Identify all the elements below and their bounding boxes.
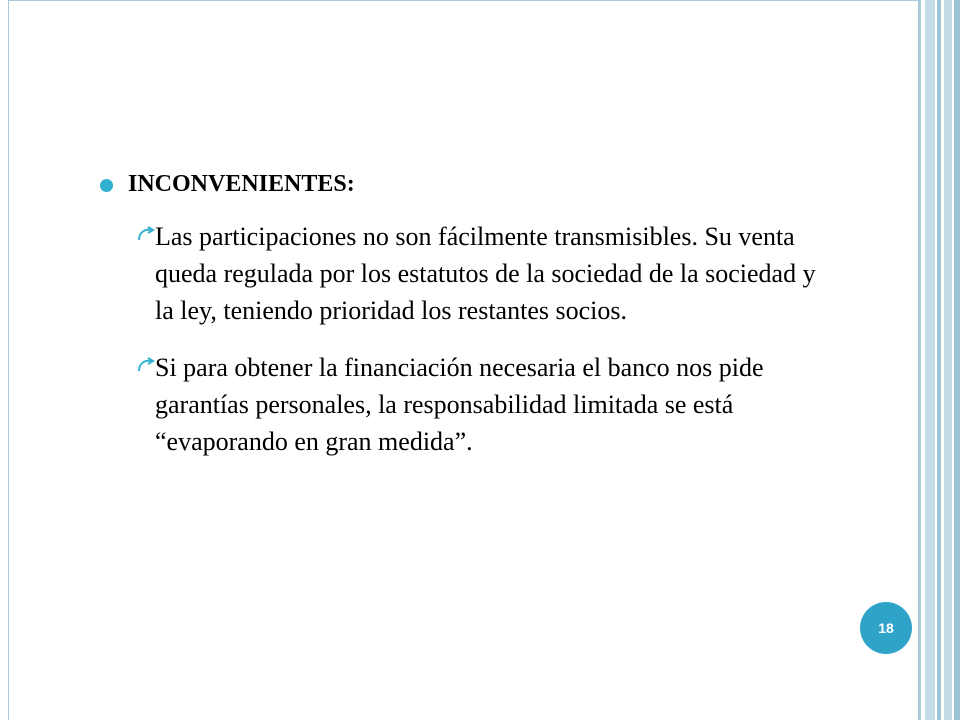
right-decorative-stripes — [918, 0, 960, 720]
bullet-item — [100, 218, 820, 329]
stripe — [944, 0, 952, 720]
page-number-badge: 18 — [860, 602, 912, 654]
slide-frame-left-border — [8, 0, 9, 720]
curved-arrow-icon — [136, 357, 156, 373]
bullet-item — [100, 349, 820, 460]
bullet-text: Si para obtener la financiación necesaria el banco nos pide garantías personales, la responsabilidad limitada se está “evaporando en gran medida”. — [155, 353, 764, 456]
filled-circle-bullet-icon — [100, 179, 113, 192]
stripe — [937, 0, 941, 720]
bullet-text: Las participaciones no son fácilmente transmisibles. Su venta queda regulada por los estatutos de la sociedad de la sociedad y la ley, teniendo prioridad los restantes socios. — [155, 222, 816, 325]
slide-heading: INCONVENIENTES: — [128, 171, 355, 197]
slide-content — [100, 168, 820, 460]
slide-frame-top-border — [8, 0, 920, 1]
stripe — [925, 0, 935, 720]
heading-row — [100, 168, 820, 208]
stripe — [918, 0, 921, 720]
stripe — [954, 0, 960, 720]
curved-arrow-icon — [136, 226, 156, 242]
